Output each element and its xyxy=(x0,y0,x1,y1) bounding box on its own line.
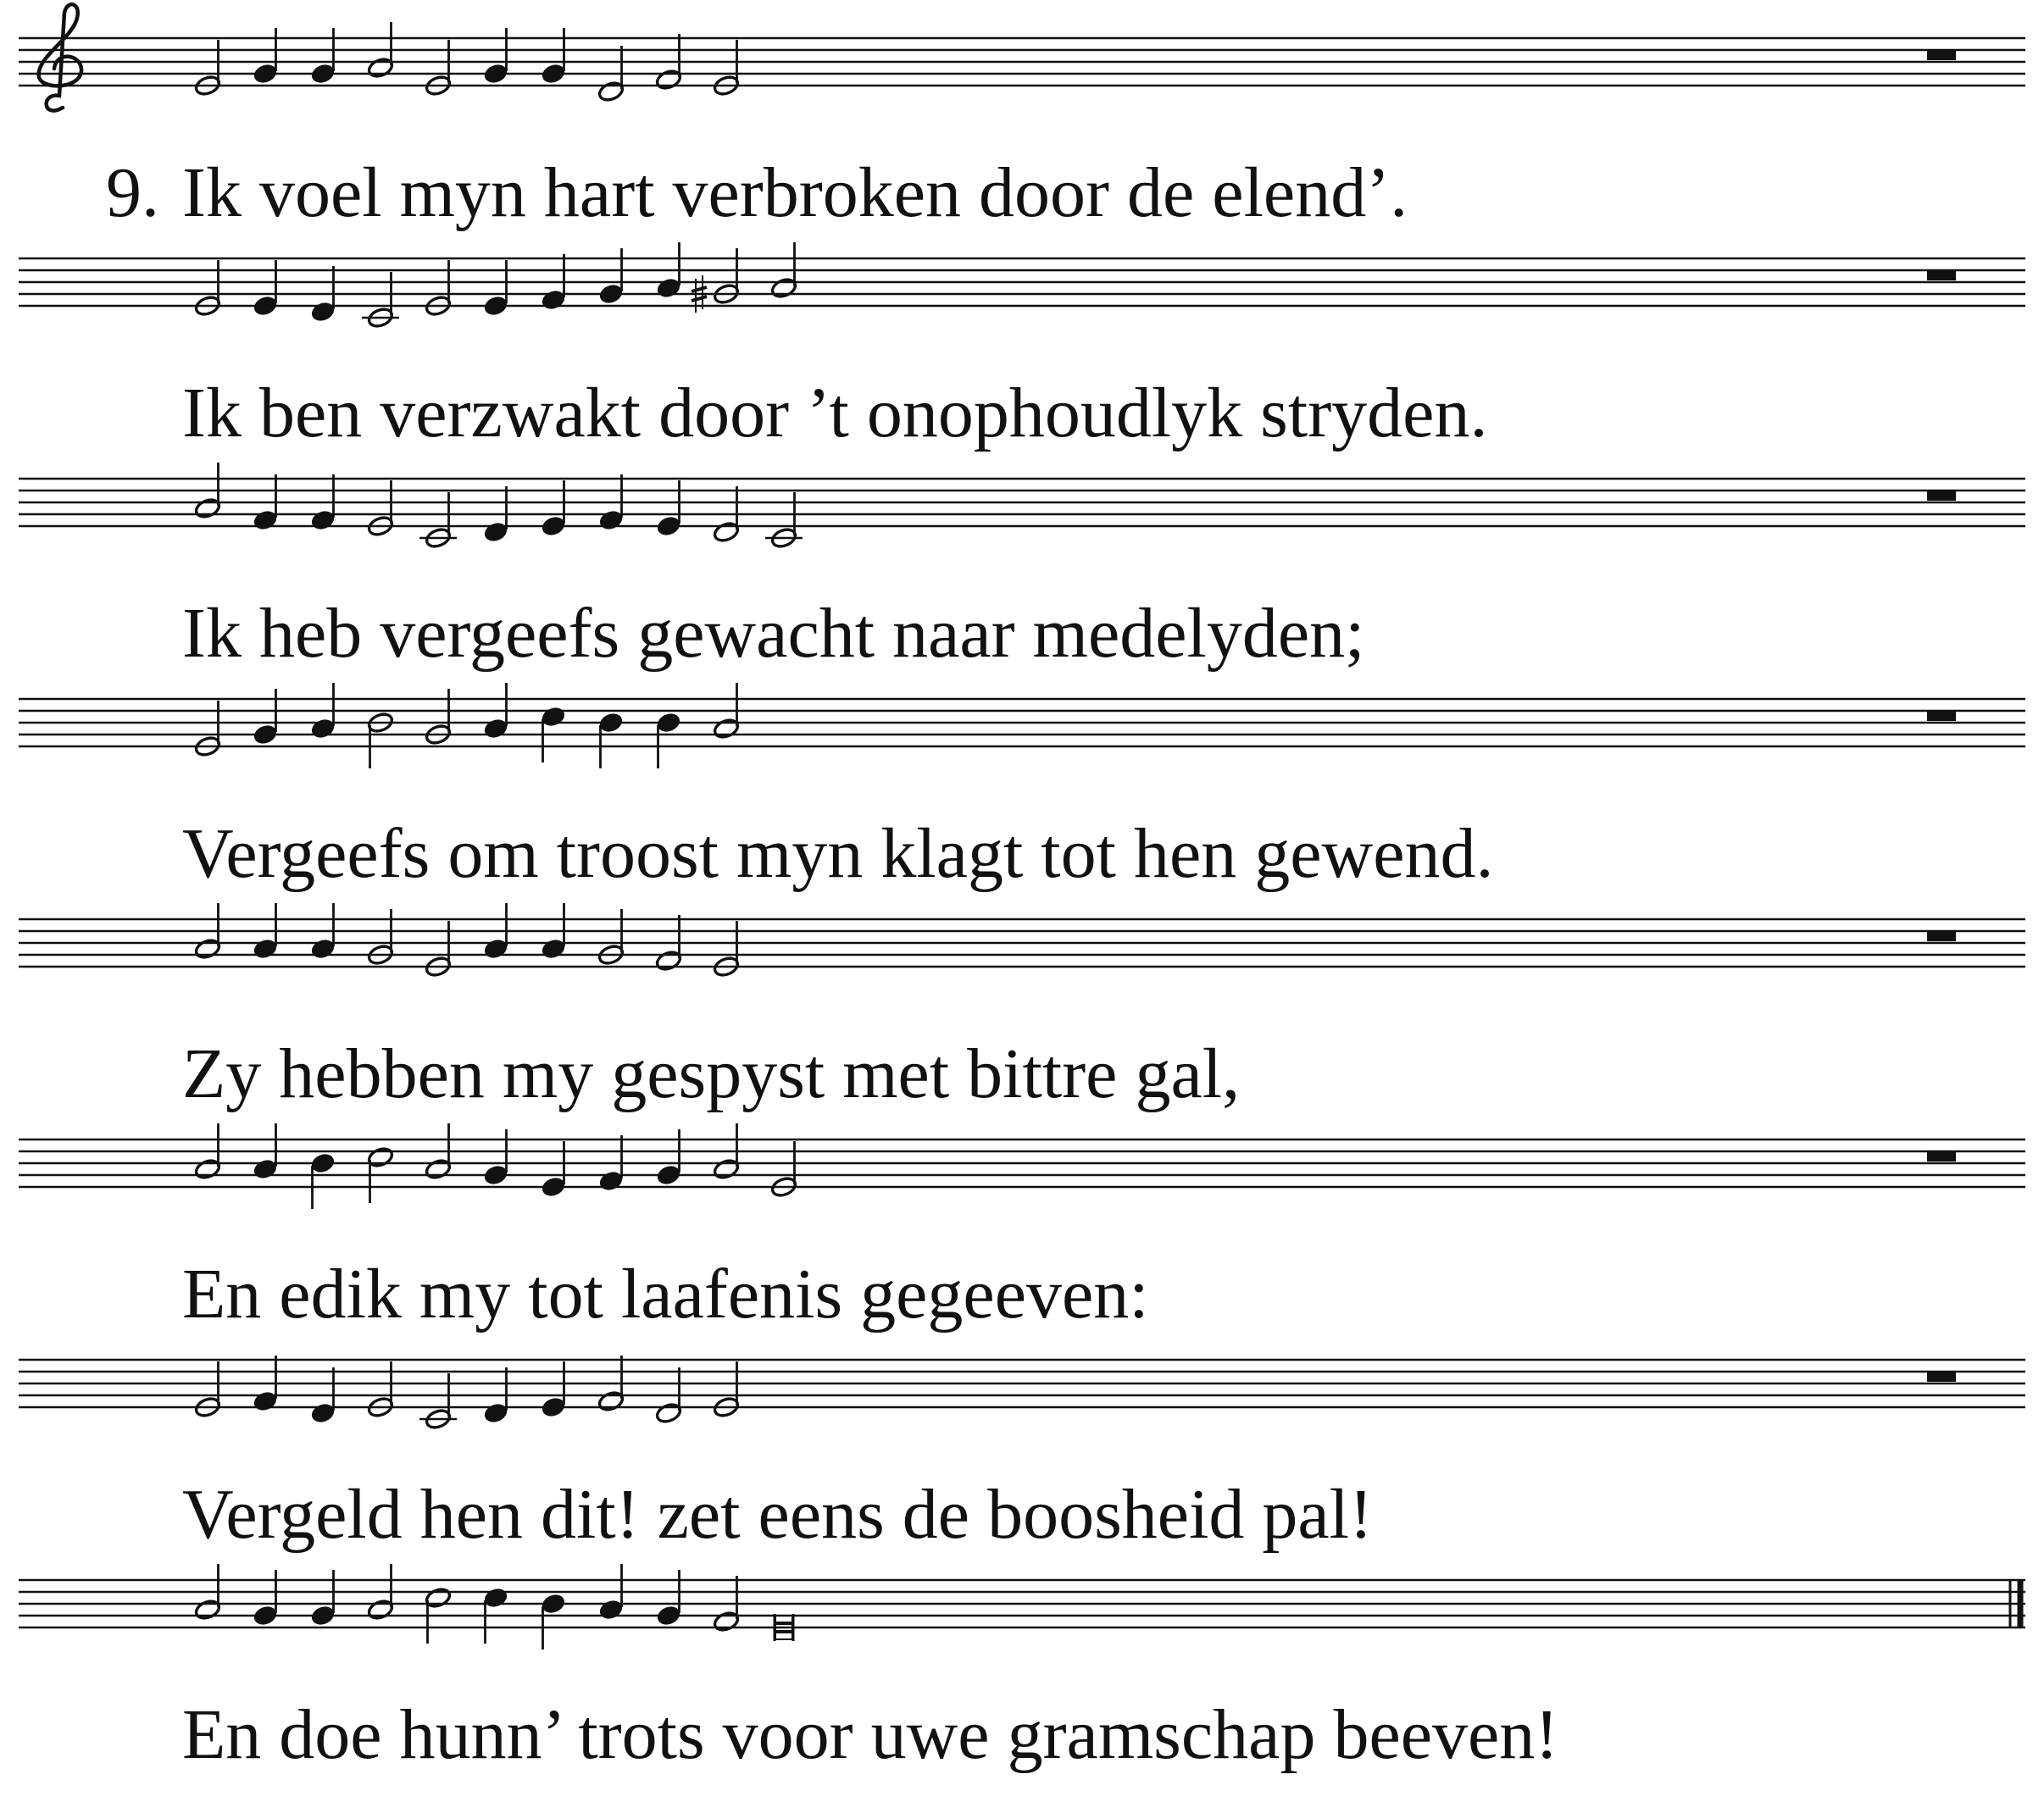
half-note xyxy=(713,921,741,979)
note-head xyxy=(252,294,278,317)
quarter-note xyxy=(309,28,336,86)
note-head xyxy=(252,1389,278,1412)
half-note xyxy=(194,40,222,97)
note-head xyxy=(252,1157,278,1180)
treble-clef-icon xyxy=(39,4,81,110)
note-head xyxy=(482,520,508,543)
half-note xyxy=(770,1141,798,1199)
half-note xyxy=(194,701,222,758)
note-head xyxy=(597,1598,624,1621)
quarter-note xyxy=(655,1129,681,1187)
note-head xyxy=(309,1604,336,1627)
stanza-number: 9. xyxy=(106,153,159,232)
staff-7 xyxy=(19,1356,2025,1431)
quarter-note xyxy=(309,1151,336,1209)
rest-symbol xyxy=(1927,931,1956,941)
note-head xyxy=(482,1163,508,1186)
note-head xyxy=(655,514,681,537)
note-head xyxy=(482,294,508,317)
quarter-note xyxy=(252,1570,278,1627)
staff-8 xyxy=(19,1564,2025,1650)
note-head xyxy=(540,1395,566,1418)
lyric-line-6: En edik my tot laafenis gegeeven: xyxy=(182,1255,1149,1333)
note-head xyxy=(655,1163,681,1186)
quarter-note xyxy=(540,28,566,86)
half-note xyxy=(194,1361,222,1419)
quarter-note xyxy=(482,28,508,86)
quarter-note xyxy=(482,260,508,318)
lyric-line-3: Ik heb vergeefs gewacht naar medelyden; xyxy=(182,594,1365,673)
lyric-line-7: Vergeld hen dit! zet eens de boosheid pal! xyxy=(182,1475,1373,1554)
staff-5 xyxy=(19,903,2025,979)
rest-symbol xyxy=(1927,711,1956,721)
note-head xyxy=(540,1592,566,1615)
staff-2 xyxy=(19,242,2025,330)
quarter-note xyxy=(252,28,278,86)
half-note xyxy=(425,921,453,979)
quarter-note xyxy=(655,711,681,768)
quarter-note xyxy=(597,711,624,768)
lyric-line-1: Ik voel myn hart verbroken door de elend’. xyxy=(182,153,1408,232)
note-head xyxy=(540,705,566,728)
note-head xyxy=(655,276,681,299)
quarter-note xyxy=(597,248,624,306)
note-head xyxy=(655,711,681,734)
note-head xyxy=(252,62,278,85)
half-note xyxy=(419,492,457,550)
quarter-note xyxy=(655,1570,681,1627)
half-note xyxy=(367,1361,395,1419)
half-note xyxy=(425,689,453,746)
note-head xyxy=(482,1401,508,1424)
half-note xyxy=(367,909,395,967)
staff-4 xyxy=(19,683,2025,768)
quarter-note xyxy=(540,480,566,538)
note-head xyxy=(540,937,566,960)
note-head xyxy=(540,514,566,537)
half-note xyxy=(597,909,625,967)
half-note xyxy=(419,1373,457,1431)
rest-symbol xyxy=(1927,1372,1956,1382)
rest-symbol xyxy=(1927,270,1956,280)
note-head xyxy=(309,1401,336,1424)
note-head xyxy=(482,1586,508,1609)
rest-symbol xyxy=(1927,1151,1956,1162)
note-head xyxy=(540,288,566,311)
rest-symbol xyxy=(1927,50,1956,60)
note-head xyxy=(309,937,336,960)
half-note xyxy=(425,260,453,318)
note-head xyxy=(482,937,508,960)
staff-6 xyxy=(19,1123,2025,1209)
note-head xyxy=(482,62,508,85)
half-note xyxy=(713,1361,741,1419)
note-head xyxy=(309,1151,336,1174)
rest-symbol xyxy=(1927,491,1956,501)
note-head xyxy=(597,282,624,305)
note-head xyxy=(597,711,624,734)
half-note xyxy=(367,480,395,538)
quarter-note xyxy=(309,1570,336,1627)
half-note xyxy=(194,260,222,318)
note-head xyxy=(540,62,566,85)
half-note xyxy=(367,711,395,768)
note-head xyxy=(309,508,336,531)
half-note xyxy=(362,272,399,330)
note-head xyxy=(252,937,278,960)
note-head xyxy=(482,717,508,740)
note-head xyxy=(252,723,278,746)
note-head xyxy=(252,1604,278,1627)
half-note xyxy=(765,492,803,550)
note-head xyxy=(655,1604,681,1627)
lyric-line-2: Ik ben verzwakt door ’t onophoudlyk stryden. xyxy=(182,374,1488,452)
lyrics xyxy=(106,153,1558,1774)
quarter-note xyxy=(252,689,278,746)
note-head xyxy=(252,508,278,531)
note-head xyxy=(540,1175,566,1198)
note-head xyxy=(597,508,624,531)
quarter-note xyxy=(540,1592,566,1650)
half-note xyxy=(713,40,741,97)
note-head xyxy=(309,300,336,323)
quarter-note xyxy=(252,260,278,318)
lyric-line-5: Zy hebben my gespyst met bittre gal, xyxy=(182,1034,1241,1113)
quarter-note xyxy=(655,480,681,538)
quarter-note xyxy=(482,1129,508,1187)
lyric-line-8: En doe hunn’ trots voor uwe gramschap beeven! xyxy=(182,1695,1559,1774)
note-head xyxy=(597,1169,624,1192)
quarter-note xyxy=(540,1141,566,1199)
note-head xyxy=(309,717,336,740)
lyric-line-4: Vergeefs om troost myn klagt tot hen gewend. xyxy=(182,814,1494,893)
staff-1 xyxy=(19,4,2025,110)
half-note xyxy=(425,40,453,97)
quarter-note xyxy=(540,1361,566,1419)
note-head xyxy=(309,62,336,85)
staff-3 xyxy=(19,463,2025,550)
